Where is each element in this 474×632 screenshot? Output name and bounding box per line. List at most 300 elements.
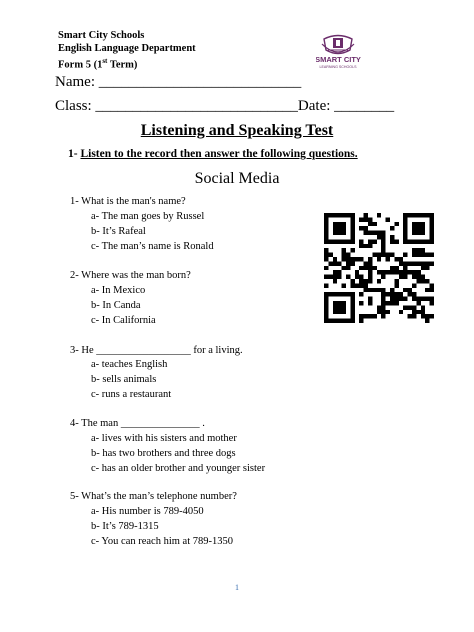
qr-module [421,222,425,226]
qr-module [368,279,372,283]
qr-module [403,261,407,265]
question-1-option-b: b- It’s Rafeal [91,226,146,237]
qr-module [328,213,332,217]
qr-module [346,319,350,323]
qr-code[interactable] [324,212,434,324]
qr-module [425,297,429,301]
qr-module [390,226,394,230]
qr-module [333,279,337,283]
qr-module [399,275,403,279]
class-date-field[interactable]: Class: ___________________________Date: ________ [55,98,395,114]
qr-module [328,261,332,265]
qr-module [421,248,425,252]
question-3-option-a: a- teaches English [91,359,168,370]
qr-module [403,217,407,221]
section-subtitle: Social Media [194,170,280,187]
qr-module [412,292,416,296]
qr-module [333,270,337,274]
qr-module [346,261,350,265]
qr-module [412,261,416,265]
question-2-option-a: a- In Mexico [91,285,146,296]
qr-module [372,288,376,292]
qr-module [333,305,337,309]
qr-module [324,226,328,230]
qr-module [403,305,407,309]
qr-module [430,213,434,217]
form-prefix: Form 5 (1 [58,59,103,71]
qr-module [377,279,381,283]
qr-module [381,235,385,239]
qr-module [337,292,341,296]
qr-module [377,310,381,314]
qr-module [333,239,337,243]
qr-module [359,257,363,261]
qr-module [386,301,390,305]
qr-module [350,257,354,261]
qr-module [364,314,368,318]
question-5: 5- What’s the man’s telephone number? [70,491,237,502]
qr-module [372,314,376,318]
name-field[interactable]: Name: ___________________________ [55,74,302,90]
qr-module [350,217,354,221]
qr-module [324,217,328,221]
question-1: 1- What is the man's name? [70,196,186,207]
instruction [68,148,358,160]
qr-module [412,305,416,309]
qr-module [416,275,420,279]
qr-module [381,288,385,292]
qr-module [403,222,407,226]
qr-module [337,310,341,314]
school-name: Smart City Schools [58,30,145,41]
qr-module [430,314,434,318]
question-5-option-a: a- His number is 789-4050 [91,506,204,517]
qr-module [381,248,385,252]
qr-module [381,231,385,235]
qr-module [399,292,403,296]
question-2-option-c: c- In California [91,315,156,326]
qr-module [324,253,328,257]
qr-module [324,231,328,235]
qr-module [337,261,341,265]
qr-module [381,275,385,279]
question-4-option-a: a- lives with his sisters and mother [91,433,237,444]
qr-module [430,239,434,243]
qr-module [390,301,394,305]
qr-module [430,301,434,305]
qr-module [342,319,346,323]
qr-module [381,310,385,314]
qr-module [337,319,341,323]
qr-module [359,226,363,230]
qr-module [412,253,416,257]
qr-module [337,222,341,226]
qr-module [333,292,337,296]
qr-module [408,261,412,265]
qr-module [412,275,416,279]
qr-module [337,301,341,305]
qr-module [412,270,416,274]
qr-module [346,257,350,261]
qr-module [377,257,381,261]
qr-module [408,288,412,292]
qr-module [403,226,407,230]
qr-module [430,297,434,301]
qr-module [416,231,420,235]
qr-module [421,275,425,279]
question-5-option-c: c- You can reach him at 789-1350 [91,536,234,547]
qr-module [403,275,407,279]
qr-module [412,314,416,318]
qr-module [333,213,337,217]
qr-module [381,239,385,243]
question-2-option-b: b- In Canda [91,300,141,311]
qr-module [359,319,363,323]
qr-module [342,253,346,257]
qr-module [368,297,372,301]
qr-module [324,266,328,270]
qr-module [324,292,328,296]
qr-module [324,222,328,226]
qr-module [359,279,363,283]
qr-module [421,305,425,309]
qr-module [381,244,385,248]
qr-module [416,301,420,305]
qr-module [394,301,398,305]
qr-module [412,222,416,226]
form-sup: st [102,57,108,65]
logo-text-2: LEARNING SCHOOLS [319,65,357,69]
qr-module [412,283,416,287]
qr-module [412,297,416,301]
qr-module [359,283,363,287]
qr-module [368,217,372,221]
qr-module [381,270,385,274]
qr-module [337,270,341,274]
qr-module [377,288,381,292]
logo-text-1: SMART CITY [316,55,361,64]
qr-module [342,310,346,314]
qr-module [430,226,434,230]
qr-module [324,310,328,314]
qr-module [342,222,346,226]
qr-module [412,248,416,252]
qr-module [421,253,425,257]
qr-module [355,275,359,279]
qr-module [416,253,420,257]
qr-module [350,301,354,305]
qr-module [430,222,434,226]
qr-module [412,213,416,217]
qr-module [368,270,372,274]
qr-module [372,253,376,257]
qr-module [408,270,412,274]
qr-module [386,253,390,257]
qr-module [421,314,425,318]
qr-module [390,239,394,243]
question-2: 2- Where was the man born? [70,270,191,281]
qr-module [372,239,376,243]
qr-module [337,226,341,230]
qr-module [425,239,429,243]
qr-module [425,279,429,283]
question-4-option-c: c- has an older brother and younger sister [91,463,266,474]
qr-module [355,283,359,287]
qr-module [421,239,425,243]
department-name: English Language Department [58,43,196,54]
qr-module [364,283,368,287]
qr-module [430,235,434,239]
school-logo [316,30,406,72]
qr-module [342,257,346,261]
qr-module [399,261,403,265]
qr-module [408,314,412,318]
qr-module [430,217,434,221]
qr-module [350,231,354,235]
qr-module [350,319,354,323]
qr-module [394,266,398,270]
qr-module [368,261,372,265]
qr-module [350,305,354,309]
qr-module [430,253,434,257]
qr-module [403,297,407,301]
qr-module [408,292,412,296]
qr-module [394,257,398,261]
qr-module [364,213,368,217]
qr-module [399,297,403,301]
qr-module [372,231,376,235]
qr-module [412,226,416,230]
question-1-option-c: c- The man’s name is Ronald [91,241,214,252]
qr-module [425,261,429,265]
qr-module [421,310,425,314]
question-5-option-b: b- It’s 789-1315 [91,521,159,532]
qr-module [364,231,368,235]
qr-module [368,231,372,235]
qr-module [337,305,341,309]
qr-module [408,305,412,309]
qr-module [342,301,346,305]
qr-module [403,239,407,243]
qr-module [364,288,368,292]
qr-module [372,266,376,270]
qr-module [416,222,420,226]
qr-module [328,275,332,279]
qr-module [377,270,381,274]
qr-module [408,239,412,243]
qr-module [416,310,420,314]
qr-module [377,231,381,235]
qr-module [390,235,394,239]
qr-module [342,305,346,309]
qr-module [342,292,346,296]
qr-module [342,231,346,235]
qr-module [368,239,372,243]
qr-module [421,231,425,235]
qr-module [421,279,425,283]
qr-module [430,231,434,235]
qr-module [430,261,434,265]
qr-module [381,292,385,296]
form-term [58,55,137,72]
qr-module [416,270,420,274]
qr-code-icon [324,212,434,324]
question-3-option-b: b- sells animals [91,374,157,385]
qr-module [324,275,328,279]
qr-module [421,261,425,265]
qr-module [430,288,434,292]
qr-module [337,275,341,279]
qr-module [416,248,420,252]
qr-module [386,270,390,274]
qr-module [394,297,398,301]
qr-module [403,270,407,274]
qr-module [346,253,350,257]
qr-module [346,239,350,243]
instruction-text: Listen to the record then answer the following questions. [80,148,358,160]
qr-module [328,319,332,323]
qr-module [359,292,363,296]
qr-module [377,305,381,309]
qr-module [324,305,328,309]
qr-module [399,270,403,274]
question-1-option-a: a- The man goes by Russel [91,211,205,222]
qr-module [368,314,372,318]
qr-module [368,222,372,226]
qr-module [337,213,341,217]
qr-module [368,266,372,270]
qr-module [377,213,381,217]
qr-module [350,279,354,283]
qr-module [324,235,328,239]
qr-module [390,266,394,270]
qr-module [368,288,372,292]
qr-module [333,261,337,265]
qr-module [342,266,346,270]
qr-module [324,239,328,243]
qr-module [337,231,341,235]
qr-module [421,266,425,270]
qr-module [386,217,390,221]
qr-module [324,314,328,318]
qr-module [425,253,429,257]
qr-module [425,288,429,292]
qr-module [390,292,394,296]
qr-module [350,213,354,217]
qr-module [425,319,429,323]
qr-module [324,301,328,305]
qr-module [350,248,354,252]
qr-module [399,257,403,261]
qr-module [346,266,350,270]
qr-module [333,319,337,323]
qr-module [364,261,368,265]
qr-module [333,301,337,305]
qr-module [390,297,394,301]
qr-module [350,292,354,296]
qr-module [416,261,420,265]
school-crest-icon [316,30,406,72]
qr-module [346,213,350,217]
qr-module [359,239,363,243]
qr-module [394,279,398,283]
qr-module [416,279,420,283]
qr-module [342,283,346,287]
qr-module [421,226,425,230]
qr-module [390,288,394,292]
qr-module [377,235,381,239]
qr-module [342,239,346,243]
qr-module [381,305,385,309]
qr-module [412,310,416,314]
question-4: 4- The man _______________ . [70,418,205,429]
instruction-number: 1- [68,148,81,160]
qr-module [364,217,368,221]
qr-module [350,222,354,226]
test-title: Listening and Speaking Test [140,122,334,139]
qr-module [324,257,328,261]
qr-module [324,283,328,287]
qr-module [328,253,332,257]
qr-module [342,248,346,252]
qr-module [364,226,368,230]
qr-module [403,213,407,217]
qr-module [368,301,372,305]
qr-module [355,270,359,274]
qr-module [359,266,363,270]
qr-module [403,253,407,257]
qr-module [403,266,407,270]
qr-module [381,253,385,257]
qr-module [333,257,337,261]
qr-module [403,231,407,235]
page-number: 1 [235,583,239,592]
qr-module [372,222,376,226]
qr-module [350,239,354,243]
qr-module [386,310,390,314]
qr-module [364,244,368,248]
qr-module [368,257,372,261]
qr-module [394,239,398,243]
qr-module [412,239,416,243]
qr-module [324,297,328,301]
qr-module [368,275,372,279]
qr-module [355,257,359,261]
question-3-option-c: c- runs a restaurant [91,389,172,400]
qr-module [430,283,434,287]
question-3: 3- He __________________ for a living. [70,345,243,356]
qr-module [346,275,350,279]
qr-module [386,292,390,296]
qr-module [381,297,385,301]
qr-module [377,253,381,257]
qr-module [324,213,328,217]
qr-module [416,226,420,230]
qr-module [408,213,412,217]
qr-module [425,314,429,318]
qr-module [421,297,425,301]
qr-module [350,235,354,239]
qr-module [390,270,394,274]
qr-module [421,213,425,217]
qr-module [328,239,332,243]
qr-module [346,292,350,296]
qr-module [333,310,337,314]
qr-module [386,257,390,261]
qr-module [390,253,394,257]
qr-module [350,226,354,230]
qr-module [324,319,328,323]
